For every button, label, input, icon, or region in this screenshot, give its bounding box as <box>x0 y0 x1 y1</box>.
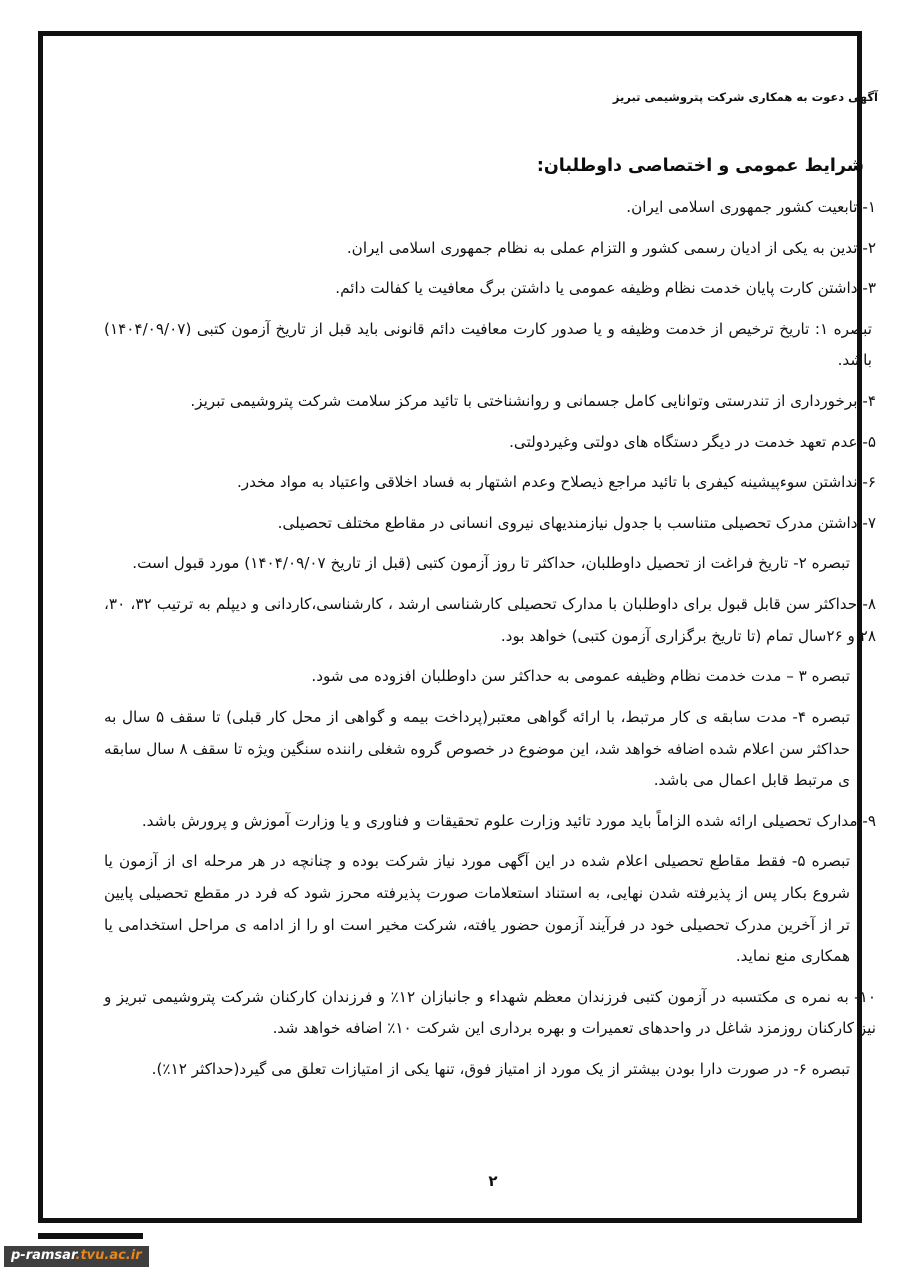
source-watermark <box>4 1246 149 1267</box>
clause-5: ۵- عدم تعهد خدمت در دیگر دستگاه های دولتی وغیردولتی. <box>509 432 876 451</box>
watermark-primary-text: p-ramsar <box>11 1248 76 1264</box>
note-2: تبصره ۲- تاریخ فراغت از تحصیل داوطلبان، حداکثر تا روز آزمون کتبی (قبل از تاریخ ۱۴۰۴/۰۹/۰۷) مورد قبول است. <box>132 554 850 573</box>
running-header: آگهی دعوت به همکاری شرکت پتروشیمی تبریز <box>612 90 878 104</box>
scan-artifact-bar <box>38 1233 143 1239</box>
page-number: ۲ <box>488 1172 498 1190</box>
clause-2: ۲- تدین به یکی از ادیان رسمی کشور و التزام عملی به نظام جمهوری اسلامی ایران. <box>346 238 876 257</box>
clause-4: ۴- برخورداری از تندرستی وتوانایی کامل جسمانی و روانشناختی با تائید مرکز سلامت شرکت پتروشیمی تبریز. <box>190 392 876 411</box>
note-3: تبصره ۳ – مدت خدمت نظام وظیفه عمومی به حداکثر سن داوطلبان افزوده می شود. <box>311 667 850 686</box>
note-5: تبصره ۵- فقط مقاطع تحصیلی اعلام شده در این آگهی مورد نیاز شرکت بوده و چنانچه در هر مرحله ای از آزمون یا شروع بکار پس از پذیرفته شدن نهایی، به استناد استعلامات صورت پذیرفته محرز شود که فرد در مقطع تحصیلی پایین تر از آخرین مدرک تحصیلی خود در فرآیند آزمون حضور یافته، شرکت مخیر است او را از ادامه ی مراحل استخدامی یا همکاری منع نماید. <box>104 852 850 966</box>
page-content <box>98 78 888 1248</box>
clause-10: ۱۰- به نمره ی مکتسبه در آزمون کتبی فرزندان معظم شهداء و جانبازان ۱۲٪ و فرزندان کارکنان شرکت پتروشیمی تبریز و نیز کارکنان روزمزد شاغل در واحدهای تعمیرات و بهره برداری این شرکت ۱۰٪ اضافه خواهد شد. <box>104 987 876 1038</box>
clause-1: ۱- تابعیت کشور جمهوری اسلامی ایران. <box>626 198 876 216</box>
clause-3: ۳- داشتن کارت پایان خدمت نظام وظیفه عمومی یا داشتن برگ معافیت یا کفالت دائم. <box>335 279 876 298</box>
note-1: تبصره ۱: تاریخ ترخیص از خدمت وظیفه و یا صدور کارت معافیت دائم قانونی باید قبل از تاریخ آزمون کتبی (۱۴۰۴/۰۹/۰۷) باشد. <box>104 319 872 370</box>
page-title: شرایط عمومی و اختصاصی داوطلبان: <box>536 156 864 176</box>
clause-8: ۸- حداکثر سن قابل قبول برای داوطلبان با مدارک تحصیلی کارشناسی ارشد ، کارشناسی،کاردانی و دیپلم به ترتیب ۳۲، ۳۰، ۲۸ و ۲۶سال تمام (تا تاریخ برگزاری آزمون کتبی) خواهد بود. <box>104 595 877 645</box>
watermark-accent-text: .tvu.ac.ir <box>75 1248 142 1264</box>
clause-9: ۹- مدارک تحصیلی ارائه شده الزاماً باید مورد تائید وزارت علوم تحقیقات و فناوری و یا وزارت آموزش و پرورش باشد. <box>141 811 876 830</box>
note-4: تبصره ۴- مدت سابقه ی کار مرتبط، با ارائه گواهی معتبر(پرداخت بیمه و گواهی از محل کار قبلی) تا سقف ۵ سال به حداکثر سن اعلام شده اضافه خواهد شد، این موضوع در خصوص گروه شغلی راننده سنگین ویژه تا سقف ۸ سال سابقه ی مرتبط قابل اعمال می باشد. <box>104 707 850 790</box>
conditions-list <box>104 192 876 1086</box>
clause-7: ۷- داشتن مدرک تحصیلی متناسب با جدول نیازمندیهای نیروی انسانی در مقاطع مختلف تحصیلی. <box>277 513 876 532</box>
clause-6: ۶- نداشتن سوءپیشینه کیفری با تائید مراجع ذیصلاح وعدم اشتهار به فساد اخلاقی واعتیاد به مواد مخدر. <box>236 473 876 492</box>
page-border-frame <box>38 31 878 1223</box>
note-6: تبصره ۶- در صورت دارا بودن بیشتر از یک مورد از امتیاز فوق، تنها یکی از امتیازات تعلق می گیرد(حداکثر ۱۲٪). <box>151 1060 850 1079</box>
conditions-section <box>98 156 888 1086</box>
